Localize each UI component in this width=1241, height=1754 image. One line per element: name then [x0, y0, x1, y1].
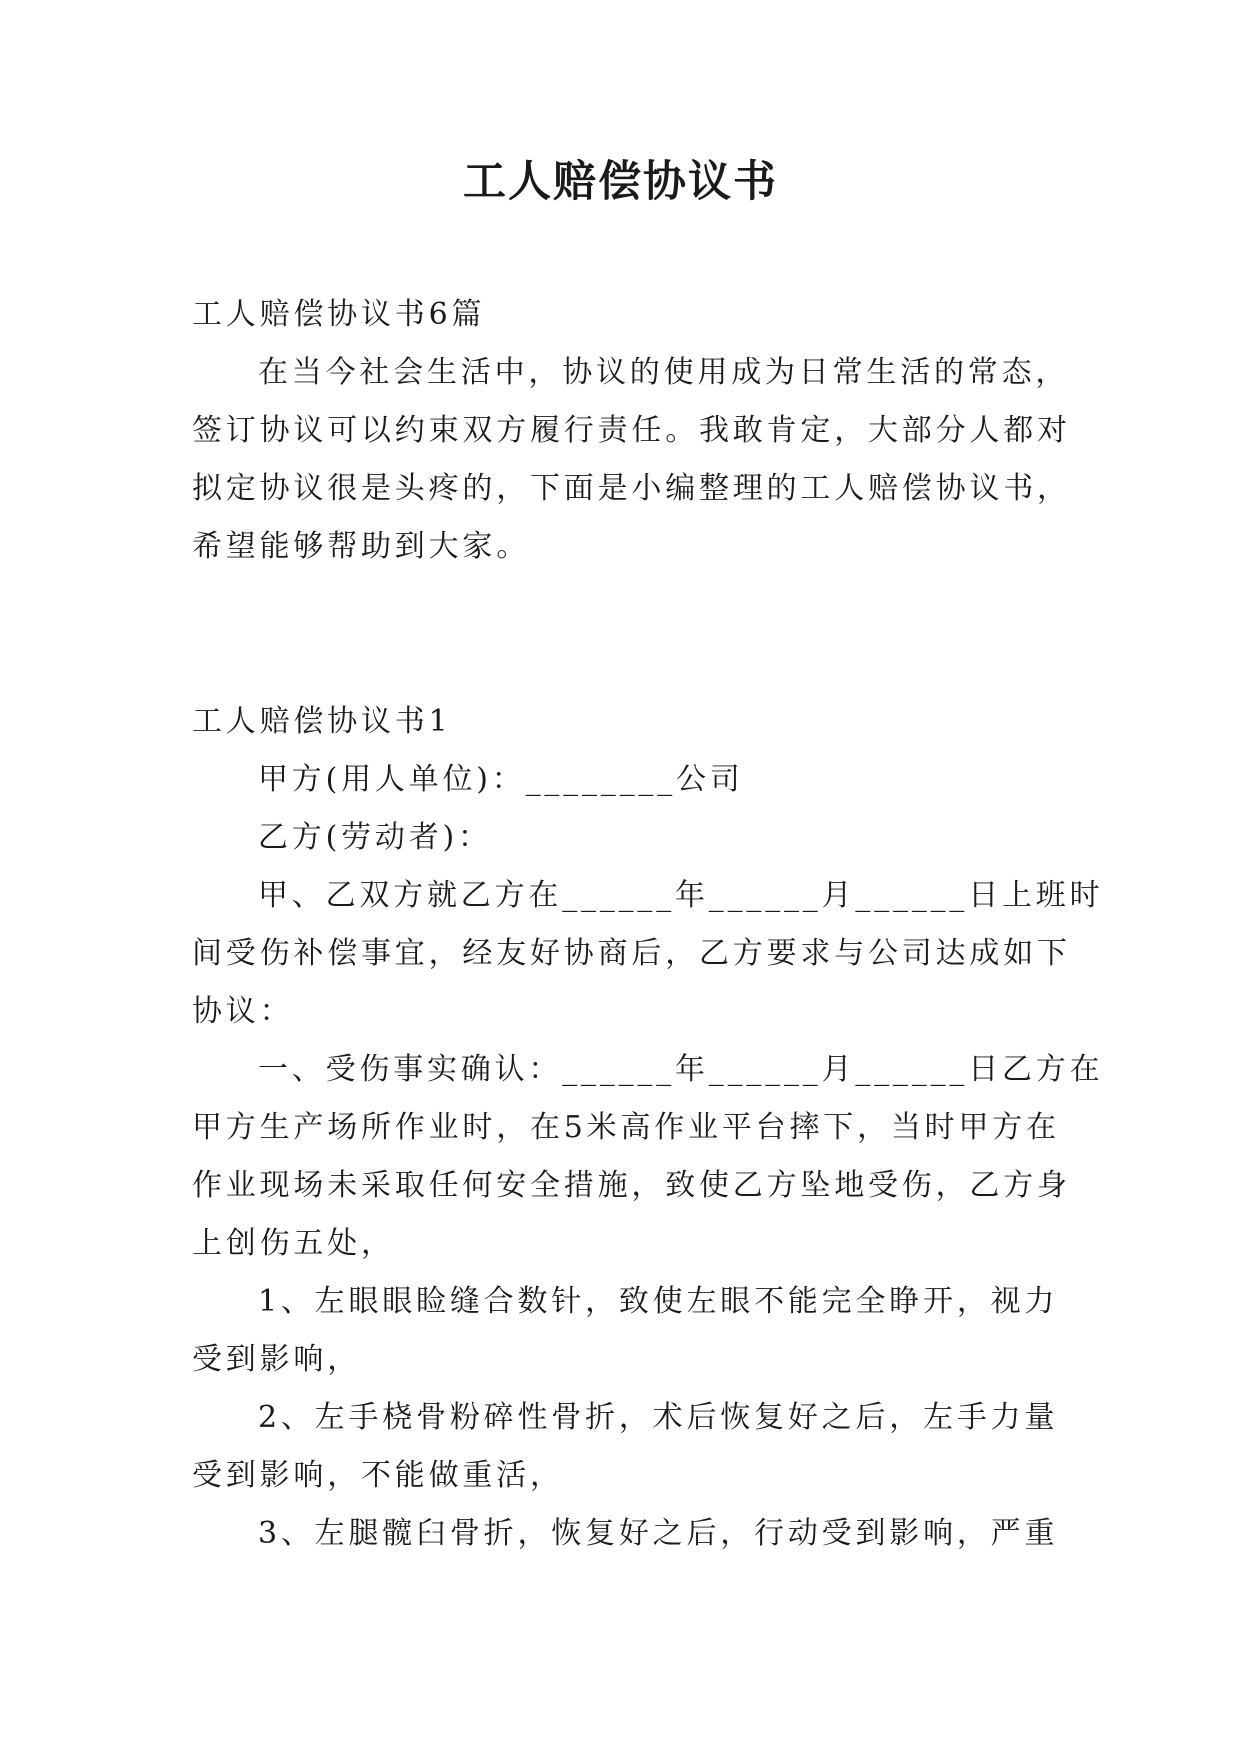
intro-line-4: 希望能够帮助到大家。 [192, 529, 530, 564]
clause-1-line-4: 上创伤五处， [192, 1226, 395, 1261]
preamble-line-2: 间受伤补偿事宜，经友好协商后，乙方要求与公司达成如下 [192, 936, 1071, 971]
party-b-line: 乙方(劳动者)： [258, 820, 492, 855]
injury-2-line-1: 2、左手桡骨粉碎性骨折，术后恢复好之后，左手力量 [258, 1400, 1059, 1435]
injury-3-line-1: 3、左腿髋臼骨折，恢复好之后，行动受到影响，严重 [258, 1516, 1059, 1551]
clause-1-line-1: 一、受伤事实确认：______年______月______日乙方在 [258, 1052, 1104, 1087]
intro-line-1: 在当今社会生活中，协议的使用成为日常生活的常态， [258, 355, 1070, 390]
intro-line-2: 签订协议可以约束双方履行责任。我敢肯定，大部分人都对 [192, 413, 1071, 448]
preamble-line-1: 甲、乙双方就乙方在______年______月______日上班时 [258, 878, 1104, 913]
document-heading: 工人赔偿协议书6篇 [192, 297, 486, 332]
party-a-line: 甲方(用人单位)：________公司 [258, 762, 744, 797]
injury-2-line-2: 受到影响，不能做重活， [192, 1458, 564, 1493]
clause-1-line-2: 甲方生产场所作业时，在5米高作业平台摔下，当时甲方在 [192, 1110, 1060, 1145]
preamble-line-3: 协议： [192, 994, 294, 1029]
document-title: 工人赔偿协议书 [463, 157, 778, 207]
clause-1-line-3: 作业现场未采取任何安全措施，致使乙方坠地受伤，乙方身 [192, 1168, 1071, 1203]
injury-1-line-2: 受到影响， [192, 1342, 361, 1377]
section-heading: 工人赔偿协议书1 [192, 704, 452, 739]
intro-line-3: 拟定协议很是头疼的，下面是小编整理的工人赔偿协议书， [192, 471, 1071, 506]
injury-1-line-1: 1、左眼眼睑缝合数针，致使左眼不能完全睁开，视力 [258, 1284, 1059, 1319]
